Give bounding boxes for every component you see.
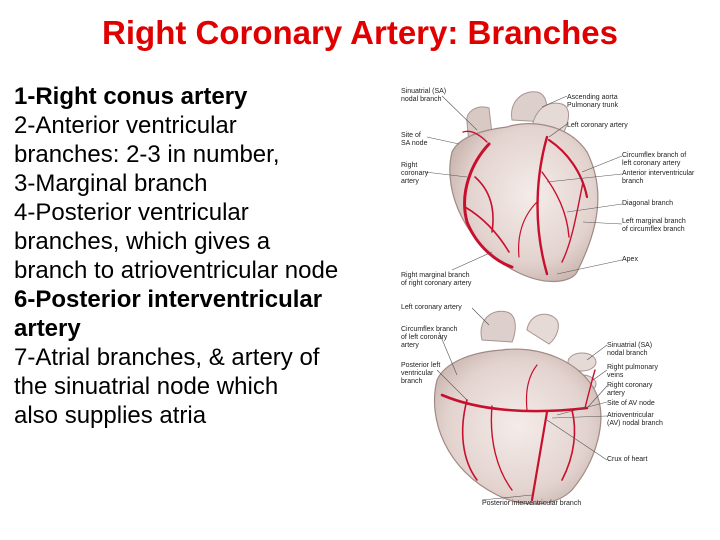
sa-nodal-branch-label: Sinuatrial (SA) nodal branch	[401, 88, 447, 103]
left-marginal-branch-label: Left marginal branch of circumflex branch	[622, 218, 686, 233]
list-line	[14, 256, 394, 285]
site-sa-node-label: Site of SA node	[401, 132, 428, 147]
list-line-text: also supplies atria	[14, 402, 207, 429]
list-line	[14, 285, 394, 314]
av-nodal-branch-label: Atrioventricular (AV) nodal branch	[607, 412, 663, 427]
list-line	[14, 198, 394, 227]
circumflex-branch-label: Circumflex branch of left coronary artery	[401, 326, 458, 349]
right-pulmonary-veins-label: Right pulmonary veins	[607, 364, 658, 379]
list-line-text: branch to atrioventricular node	[14, 257, 339, 284]
right-marginal-branch-label: Right marginal branch of right coronary artery	[401, 272, 472, 287]
left-coronary-artery-label: Left coronary artery	[401, 304, 462, 311]
anterior-heart-figure	[397, 82, 697, 297]
list-line-text: 2-Anterior ventricular	[14, 112, 237, 139]
posterior-heart-figure	[397, 300, 697, 522]
list-line-text: 6-Posterior interventricular	[14, 286, 323, 313]
list-line-text: 3-Marginal branch	[14, 170, 208, 197]
circumflex-branch-label: Circumflex branch of left coronary artery	[622, 152, 687, 167]
list-line	[14, 227, 394, 256]
branch-list	[14, 82, 394, 430]
ascending-aorta-label: Ascending aorta Pulmonary trunk	[567, 94, 618, 109]
list-line-text: 4-Posterior ventricular	[14, 199, 249, 226]
crux-of-heart-label: Crux of heart	[607, 456, 648, 463]
list-line	[14, 401, 394, 430]
anterior-interventricular-label: Anterior interventricular branch	[622, 170, 695, 185]
right-coronary-artery-label: Right coronary artery	[401, 162, 429, 185]
list-line-text: branches: 2-3 in number,	[14, 141, 280, 168]
diagonal-branch-label: Diagonal branch	[622, 200, 673, 207]
site-av-node-label: Site of AV node	[607, 400, 655, 407]
list-line-text: 1-Right conus artery	[14, 83, 248, 110]
posterior-interventricular-branch-label: Posterior interventricular branch	[482, 500, 582, 507]
right-coronary-artery-label: Right coronary artery	[607, 382, 653, 397]
list-line-text: branches, which gives a	[14, 228, 271, 255]
apex-label: Apex	[622, 256, 638, 263]
list-line	[14, 82, 394, 111]
list-line	[14, 140, 394, 169]
list-line	[14, 169, 394, 198]
list-line	[14, 314, 394, 343]
list-line	[14, 372, 394, 401]
posterior-left-ventricular-label: Posterior left ventricular branch	[401, 362, 441, 385]
list-line	[14, 111, 394, 140]
sa-nodal-branch-label: Sinuatrial (SA) nodal branch	[607, 342, 653, 357]
anterior-heart-illustration	[397, 82, 697, 297]
list-line-text: artery	[14, 315, 81, 342]
list-line-text: the sinuatrial node which	[14, 373, 279, 400]
slide-title: Right Coronary Artery: Branches	[102, 14, 618, 51]
list-line-text: 7-Atrial branches, & artery of	[14, 344, 320, 371]
list-line	[14, 343, 394, 372]
left-coronary-artery-label: Left coronary artery	[567, 122, 628, 129]
